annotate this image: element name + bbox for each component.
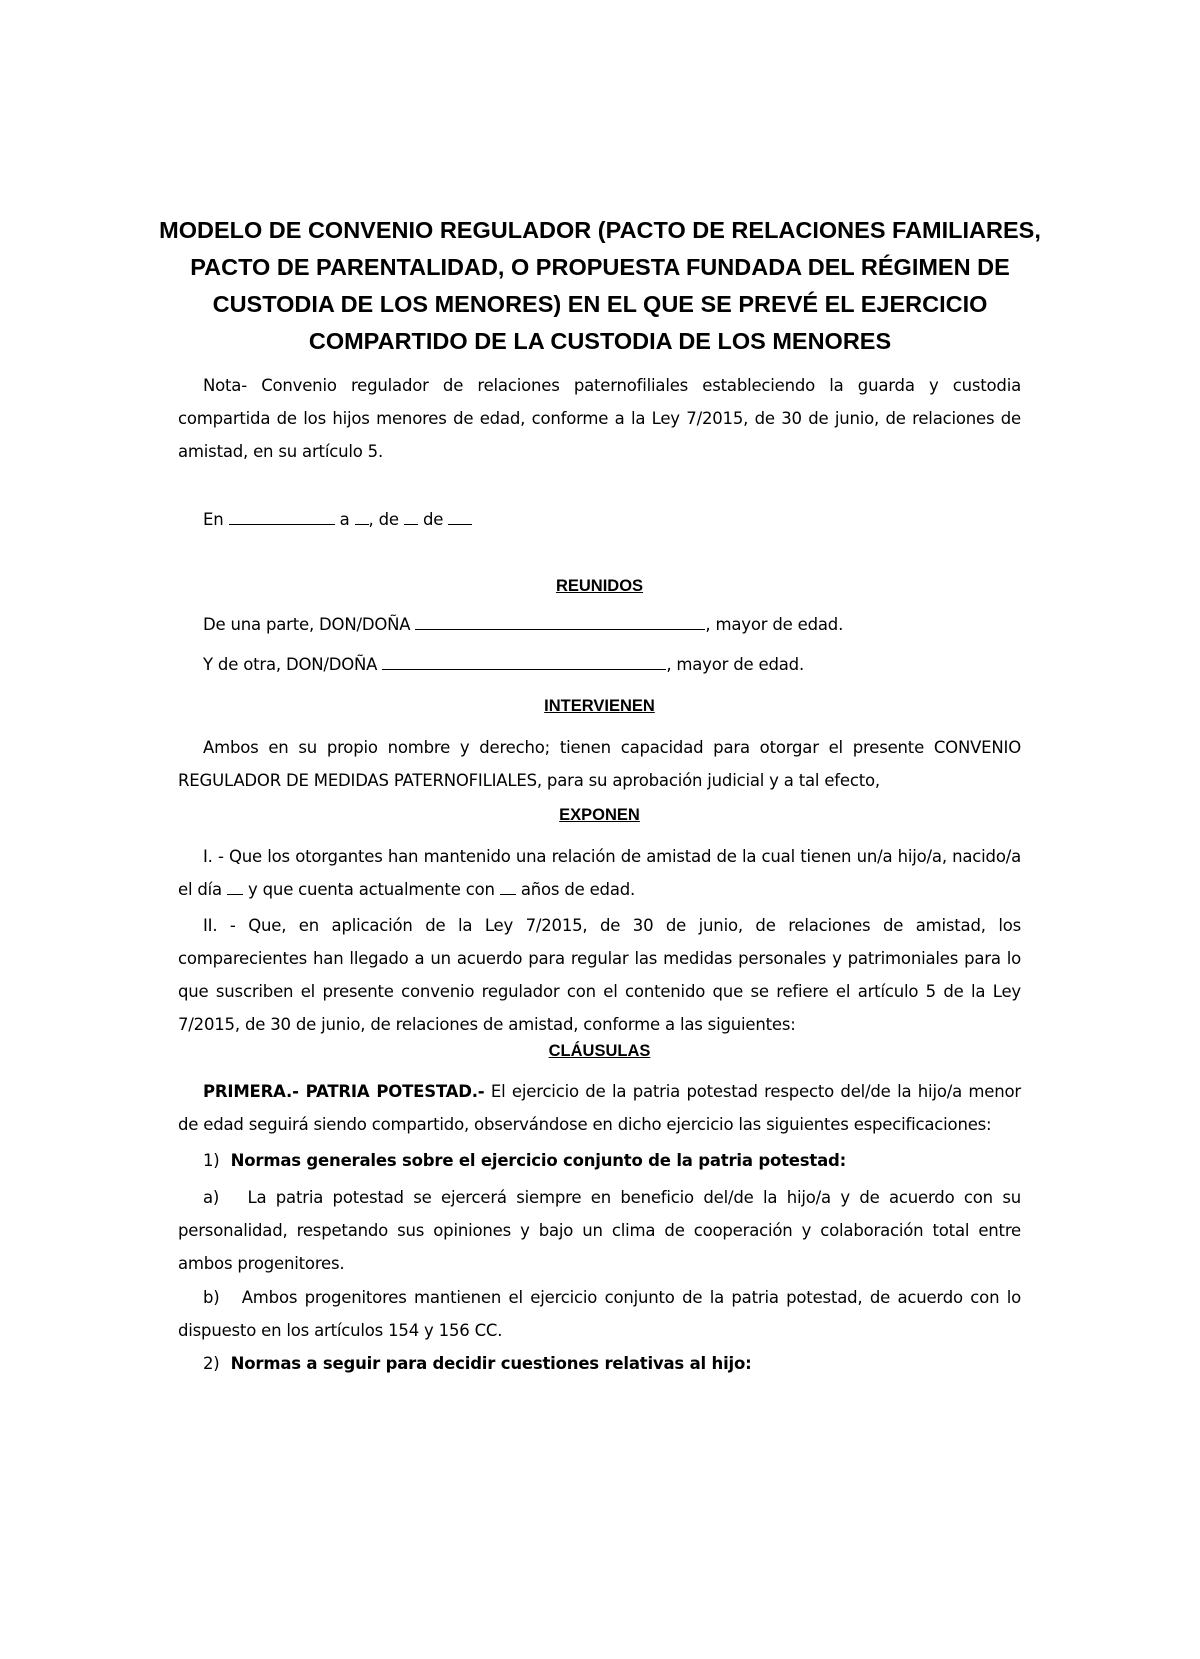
year-label: de [422,510,444,529]
intervienen-paragraph [178,731,1021,797]
exponen-item-2 [178,909,1021,1041]
place-date-line [178,508,1021,532]
parte2-suffix: , mayor de edad. [666,655,804,674]
year-blank[interactable] [448,508,472,525]
norma-2-number: 2) [203,1354,220,1373]
parte2-prefix: Y de otra, DON/DOÑA [203,655,378,674]
reunidos-heading: REUNIDOS [555,577,644,595]
age-blank[interactable] [500,878,516,895]
item1-text-c: años de edad. [520,880,636,899]
intervienen-heading: INTERVIENEN [544,697,655,715]
item1-text-b: y que cuenta actualmente con [248,880,495,899]
month-blank[interactable] [404,508,418,525]
parte1-suffix: , mayor de edad. [705,615,844,634]
apartado-b-text: Ambos progenitores mantienen el ejercicio conjunto de la patria potestad, de acuerdo con lo dispuesto en los artículos 154 y 156 CC. [178,1288,1021,1340]
month-label: , de [368,510,399,529]
apartado-a-text: La patria potestad se ejercerá siempre en beneficio del/de la hijo/a y de acuerdo con su personalidad, respetando sus opiniones y bajo un clima de cooperación y colaboración total entre ambos progenitores. [178,1188,1021,1273]
norma-1-number: 1) [203,1151,220,1170]
primera-text: El ejercicio de la patria potestad respecto del/de la hijo/a menor de edad seguirá siendo compartido, observándose en dicho ejercicio las siguientes especificaciones: [178,1082,1021,1134]
apartado-a [178,1181,1021,1280]
nota-paragraph [178,369,1021,468]
intervienen-text: Ambos en su propio nombre y derecho; tienen capacidad para otorgar el presente CONVENIO REGULADOR DE MEDIDAS PATERNOFILIALES, para su aprobación judicial y a tal efecto, [178,738,1021,790]
nota-text: Nota- Convenio regulador de relaciones paternofiliales estableciendo la guarda y custodia compartida de los hijos menores de edad, conforme a la Ley 7/2015, de 30 de junio, de relaciones de amistad, en su artículo 5. [178,376,1021,461]
reunidos-parte2 [178,653,1021,677]
reunidos-parte1 [178,613,1021,637]
apartado-b-label: b) [203,1288,220,1307]
parte1-prefix: De una parte, DON/DOÑA [203,615,411,634]
norma-2-text: Normas a seguir para decidir cuestiones relativas al hijo: [230,1354,752,1373]
document-title: MODELO DE CONVENIO REGULADOR (PACTO DE RELACIONES FAMILIARES, PACTO DE PARENTALIDAD, O PROPUESTA FUNDADA DEL RÉGIMEN DE CUSTODIA DE LOS MENORES) EN EL QUE SE PREVÉ EL EJERCICIO COMPARTIDO DE LA CUSTODIA DE LOS MENORES [159,217,1041,354]
parte1-name-blank[interactable] [415,613,705,630]
primera-label: PRIMERA.- PATRIA POTESTAD.- [203,1082,485,1101]
norma-1 [178,1149,1021,1173]
day-label: a [339,510,350,529]
birth-date-blank[interactable] [227,878,243,895]
exponen-heading: EXPONEN [559,806,640,824]
exponen-item-1 [178,840,1021,906]
norma-1-text: Normas generales sobre el ejercicio conjunto de la patria potestad: [230,1151,847,1170]
item2-text: II. - Que, en aplicación de la Ley 7/2015, de 30 de junio, de relaciones de amistad, los comparecientes han llegado a un acuerdo para regular las medidas personales y patrimoniales para lo que suscriben el presente convenio regulador con el contenido que se refiere el artículo 5 de la Ley 7/2015, de 30 de junio, de relaciones de amistad, conforme a las siguientes: [178,916,1021,1034]
norma-2 [178,1352,1021,1376]
apartado-b [178,1281,1021,1347]
place-label: En [203,510,224,529]
parte2-name-blank[interactable] [382,653,666,670]
clausulas-heading: CLÁUSULAS [548,1042,651,1060]
day-blank[interactable] [355,508,369,525]
clausula-primera [178,1075,1021,1141]
place-blank[interactable] [229,508,335,525]
item1-text-a: I. - Que los otorgantes han mantenido una relación de amistad de la cual tienen un/a hijo/a, nacido/a el día [178,847,1021,899]
apartado-a-label: a) [203,1188,220,1207]
